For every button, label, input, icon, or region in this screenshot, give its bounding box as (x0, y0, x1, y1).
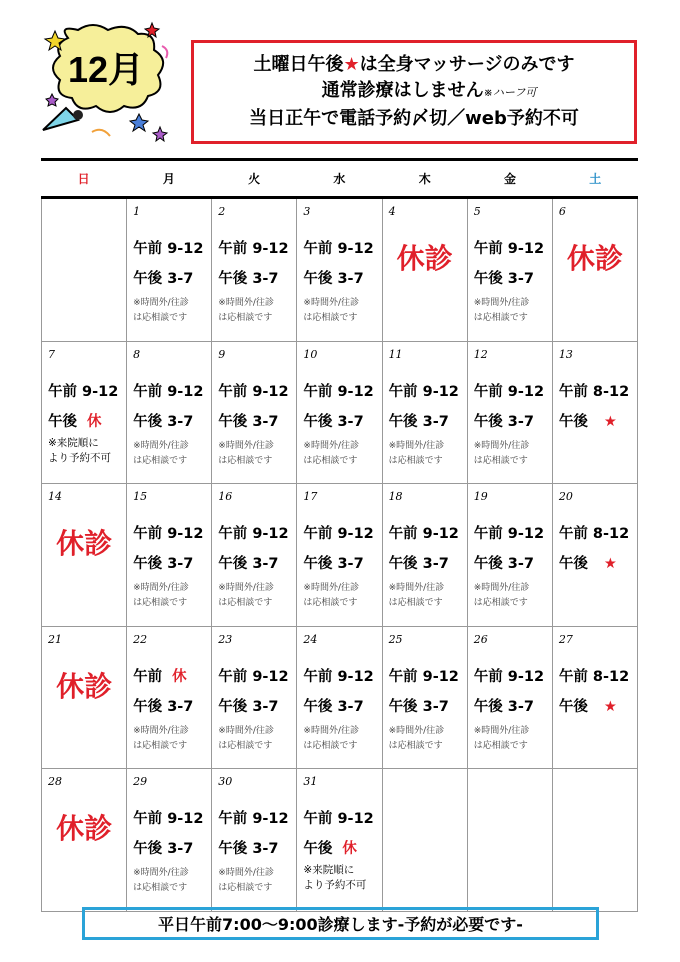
consult-note (218, 724, 274, 754)
day-number: 17 (303, 490, 318, 503)
consult-note-line: は応相談です (218, 313, 273, 323)
consult-note-line: は応相談です (218, 598, 273, 608)
weekday-header (41, 161, 638, 199)
day-number: 2 (218, 205, 226, 218)
calendar-day-cell (468, 342, 553, 484)
afternoon-hours-text: 午後 3-7 (133, 271, 194, 287)
calendar-week (42, 484, 638, 627)
calendar-day-cell (553, 484, 638, 626)
afternoon-hours (218, 410, 278, 431)
afternoon-hours (218, 552, 278, 573)
afternoon-hours (559, 410, 617, 431)
morning-hours-text: 午前 9-12 (48, 383, 119, 400)
afternoon-hours (218, 837, 278, 858)
afternoon-hours (303, 267, 363, 288)
calendar-day-cell (127, 342, 212, 484)
afternoon-hours-text: 午後 3-7 (473, 556, 534, 572)
morning-hours-text: 午前 (133, 668, 163, 685)
consult-note (133, 724, 189, 754)
weekday-sat: 土 (589, 172, 602, 186)
consult-note-line: ※時間外/往診 (133, 583, 189, 593)
day-number: 1 (133, 205, 141, 218)
day-number: 27 (558, 632, 573, 646)
day-number: 23 (218, 632, 233, 646)
calendar-day-cell (383, 769, 468, 911)
consult-note-line: ※時間外/往診 (303, 725, 359, 736)
day-number: 26 (473, 632, 488, 646)
consult-note (218, 581, 274, 611)
day-number: 31 (303, 775, 318, 788)
afternoon-hours (133, 695, 193, 716)
notice-line-1-post: は全身マッサージのみです (359, 54, 575, 75)
calendar-day-cell (553, 199, 638, 341)
morning-hours-text: 午前 9-12 (133, 383, 204, 400)
calendar-grid (41, 199, 638, 912)
consult-note-line: は応相談です (218, 740, 273, 751)
closed-label: 休診 (56, 812, 113, 845)
afternoon-hours-text: 午後 3-7 (133, 698, 194, 715)
consult-note-line: ※時間外/往診 (218, 725, 274, 736)
consult-note-line: ※時間外/往診 (133, 725, 189, 736)
morning-hours (559, 665, 629, 686)
calendar-day-cell (42, 342, 127, 484)
consult-note-line: は応相談です (303, 740, 358, 751)
afternoon-hours-text: 午後 3-7 (133, 841, 194, 857)
consult-note (474, 724, 530, 754)
consult-note-line: は応相談です (473, 313, 528, 323)
morning-hours-text: 午前 9-12 (218, 241, 289, 257)
morning-hours (133, 665, 187, 686)
consult-note-line: は応相談です (133, 883, 188, 893)
calendar-day-cell (297, 627, 382, 769)
calendar-day-cell (297, 199, 382, 341)
calendar-day-cell (42, 769, 127, 911)
walk-in-note (303, 863, 366, 893)
walk-in-note (48, 436, 111, 466)
consult-note (133, 296, 189, 326)
afternoon-hours (474, 695, 534, 716)
morning-hours (303, 237, 373, 258)
day-number: 9 (218, 347, 226, 361)
calendar-day-cell (212, 484, 297, 626)
day-number: 10 (303, 347, 318, 361)
consult-note (303, 581, 359, 611)
morning-hours-text: 午前 8-12 (558, 668, 630, 685)
afternoon-hours-text: 午後 3-7 (303, 271, 364, 287)
consult-note (218, 296, 274, 326)
consult-note-line: ※時間外/往診 (303, 440, 359, 451)
consult-note (389, 724, 445, 754)
afternoon-hours-text: 午後 3-7 (388, 556, 449, 572)
afternoon-hours (48, 410, 102, 431)
morning-hours-text: 午前 9-12 (218, 383, 289, 400)
consult-note (218, 866, 274, 896)
day-number: 21 (48, 632, 62, 646)
morning-hours-text: 午前 9-12 (133, 526, 204, 542)
day-number: 3 (303, 205, 311, 218)
weekday-fri: 金 (503, 172, 516, 186)
morning-hours (48, 380, 118, 401)
consult-note-line: ※時間外/往診 (303, 583, 359, 593)
consult-note-line: ※時間外/往診 (133, 868, 189, 878)
day-number: 11 (388, 347, 403, 361)
afternoon-hours-text: 午後 3-7 (303, 698, 364, 715)
morning-hours (303, 522, 373, 543)
consult-note (389, 439, 445, 469)
morning-hours-text: 午前 9-12 (303, 383, 374, 400)
walk-in-note-line: ※来院順に (303, 864, 355, 876)
afternoon-hours-text: 午後 (558, 556, 588, 572)
day-number: 16 (218, 490, 233, 503)
calendar-week (42, 627, 638, 770)
consult-note-line: は応相談です (303, 598, 358, 608)
calendar-day-cell (42, 484, 127, 626)
consult-note-line: ※時間外/往診 (133, 298, 189, 308)
calendar-day-cell (212, 627, 297, 769)
morning-hours (218, 237, 288, 258)
day-number: 28 (48, 775, 62, 788)
afternoon-hours (133, 410, 193, 431)
day-number: 12 (473, 347, 488, 361)
afternoon-hours (559, 695, 617, 716)
day-number: 8 (133, 347, 141, 361)
day-number: 5 (473, 205, 481, 218)
morning-hours-text: 午前 9-12 (133, 241, 204, 257)
morning-hours (474, 237, 544, 258)
morning-hours (133, 807, 203, 828)
weekday-wed: 水 (333, 172, 346, 186)
consult-note-line: ※時間外/往診 (473, 298, 530, 308)
calendar-week (42, 199, 638, 342)
morning-hours-text: 午前 9-12 (473, 241, 545, 257)
morning-hours (133, 380, 203, 401)
notice-line-1 (253, 52, 574, 78)
morning-hours-text: 午前 9-12 (303, 526, 374, 542)
morning-hours (218, 807, 288, 828)
consult-note (303, 439, 359, 469)
consult-note-line: は応相談です (218, 883, 273, 893)
afternoon-hours-text: 午後 (558, 413, 588, 430)
morning-hours (389, 380, 459, 401)
afternoon-hours-text: 午後 3-7 (218, 271, 279, 287)
walk-in-note-line: より予約不可 (48, 451, 111, 464)
notice-line-1-pre: 土曜日午後 (253, 54, 344, 75)
afternoon-hours-text: 午後 3-7 (303, 556, 364, 572)
calendar-day-cell (212, 199, 297, 341)
morning-hours (559, 522, 629, 543)
afternoon-hours (218, 267, 278, 288)
morning-hours-text: 午前 9-12 (218, 668, 289, 685)
calendar-day-cell (127, 199, 212, 341)
morning-hours-text: 午前 9-12 (218, 526, 289, 542)
consult-note-line: は応相談です (303, 313, 358, 323)
morning-hours-text: 午前 9-12 (133, 811, 204, 827)
morning-off-mark: 休 (172, 668, 187, 685)
day-number: 24 (303, 632, 318, 646)
morning-hours-text: 午前 9-12 (473, 668, 545, 685)
afternoon-hours-text: 午後 3-7 (473, 271, 534, 287)
star-icon: ★ (603, 556, 617, 572)
calendar-day-cell (127, 769, 212, 911)
morning-hours (389, 522, 459, 543)
consult-note-line: ※時間外/往診 (473, 583, 530, 593)
calendar-day-cell (127, 484, 212, 626)
morning-hours (303, 807, 373, 828)
consult-note-line: ※時間外/往診 (218, 583, 274, 593)
morning-hours-text: 午前 9-12 (473, 526, 545, 542)
afternoon-hours (559, 552, 617, 573)
calendar-day-cell (297, 769, 382, 911)
afternoon-hours (133, 837, 193, 858)
afternoon-hours (303, 410, 363, 431)
afternoon-hours (389, 552, 449, 573)
afternoon-hours-text: 午後 3-7 (133, 413, 194, 430)
weekday-tue: 火 (248, 172, 261, 186)
morning-hours-text: 午前 9-12 (388, 526, 459, 542)
afternoon-hours-text: 午後 3-7 (218, 556, 279, 572)
consult-note-line: は応相談です (133, 740, 188, 751)
day-number: 15 (133, 490, 148, 503)
consult-note (303, 724, 359, 754)
star-icon: ★ (603, 698, 617, 715)
closed-label: 休診 (56, 669, 113, 703)
afternoon-hours (133, 267, 193, 288)
notice-box (191, 40, 637, 144)
consult-note (303, 296, 359, 326)
morning-hours (218, 380, 288, 401)
afternoon-hours (133, 552, 193, 573)
calendar-day-cell (127, 627, 212, 769)
morning-hours (303, 665, 373, 686)
day-number: 6 (558, 205, 566, 218)
day-number: 29 (133, 775, 148, 788)
day-number: 19 (473, 490, 488, 503)
afternoon-hours-text: 午後 (48, 413, 77, 430)
day-number: 22 (133, 632, 148, 646)
consult-note (133, 581, 189, 611)
calendar-day-cell (468, 769, 553, 911)
afternoon-hours (218, 695, 278, 716)
consult-note-line: は応相談です (473, 598, 528, 608)
afternoon-hours-text: 午後 (303, 841, 333, 857)
calendar-day-cell (553, 627, 638, 769)
month-label: 12月 (67, 49, 145, 90)
afternoon-hours (303, 837, 357, 858)
consult-note-line: ※時間外/往診 (388, 583, 445, 593)
calendar-day-cell (383, 199, 468, 341)
consult-note-line: は応相談です (218, 455, 273, 466)
day-number: 14 (48, 490, 62, 503)
weekday-thu: 木 (418, 172, 431, 186)
weekday-sun: 日 (77, 172, 90, 186)
calendar (41, 158, 638, 912)
morning-hours-text: 午前 9-12 (388, 668, 459, 685)
day-number: 7 (48, 347, 55, 361)
consult-note-line: は応相談です (388, 598, 443, 608)
month-badge-graphic (38, 20, 178, 150)
afternoon-hours (389, 695, 449, 716)
morning-hours-text: 午前 9-12 (388, 383, 459, 400)
morning-hours-text: 午前 8-12 (558, 383, 630, 400)
morning-hours (474, 380, 544, 401)
afternoon-hours-text: 午後 3-7 (388, 413, 449, 430)
morning-hours (218, 665, 288, 686)
afternoon-hours-text: 午後 (558, 698, 588, 715)
consult-note (474, 581, 530, 611)
consult-note-line: ※時間外/往診 (303, 298, 359, 308)
consult-note-line: ※時間外/往診 (473, 725, 530, 736)
afternoon-hours-text: 午後 3-7 (218, 698, 279, 715)
calendar-week (42, 769, 638, 912)
calendar-day-cell (212, 342, 297, 484)
calendar-day-cell (297, 342, 382, 484)
morning-hours-text: 午前 9-12 (303, 811, 374, 827)
afternoon-off-mark: 休 (87, 413, 102, 430)
morning-hours-text: 午前 9-12 (303, 668, 374, 685)
calendar-day-cell (383, 342, 468, 484)
calendar-day-cell (297, 484, 382, 626)
afternoon-hours-text: 午後 3-7 (218, 413, 279, 430)
afternoon-hours (474, 410, 534, 431)
star-icon: ★ (603, 413, 617, 430)
morning-hours (559, 380, 629, 401)
notice-half-note: ※ハーフ可 (483, 86, 537, 99)
afternoon-hours (474, 267, 534, 288)
calendar-day-cell (42, 199, 127, 341)
consult-note-line: ※時間外/往診 (218, 298, 274, 308)
closed-label: 休診 (566, 242, 623, 275)
morning-hours (218, 522, 288, 543)
closed-label: 休診 (396, 242, 453, 275)
consult-note-line: ※時間外/往診 (133, 440, 189, 451)
morning-hours (389, 665, 459, 686)
day-number: 4 (388, 205, 396, 218)
consult-note-line: ※時間外/往診 (218, 868, 274, 878)
day-number: 30 (218, 775, 233, 788)
consult-note-line: は応相談です (303, 455, 358, 466)
consult-note-line: は応相談です (133, 455, 188, 466)
morning-hours (474, 522, 544, 543)
calendar-day-cell (42, 627, 127, 769)
closed-label: 休診 (56, 527, 113, 560)
morning-hours (133, 237, 203, 258)
walk-in-note-line: より予約不可 (303, 879, 367, 891)
notice-line-2-text: 通常診療はしません (321, 80, 484, 101)
afternoon-off-mark: 休 (342, 841, 357, 857)
consult-note (218, 439, 274, 469)
calendar-day-cell (468, 199, 553, 341)
morning-hours (474, 665, 544, 686)
consult-note-line: ※時間外/往診 (218, 440, 274, 451)
afternoon-hours-text: 午後 3-7 (218, 841, 279, 857)
weekday-mon: 月 (162, 172, 175, 186)
morning-hours-text: 午前 9-12 (473, 383, 545, 400)
afternoon-hours-text: 午後 3-7 (133, 556, 194, 572)
consult-note-line: ※時間外/往診 (388, 440, 445, 451)
day-number: 20 (558, 490, 573, 503)
consult-note (474, 296, 530, 326)
notice-line-2 (292, 78, 537, 106)
consult-note-line: は応相談です (473, 740, 528, 751)
consult-note-line: ※時間外/往診 (388, 725, 445, 736)
afternoon-hours-text: 午後 3-7 (303, 413, 364, 430)
star-icon: ★ (343, 54, 360, 75)
afternoon-hours (303, 552, 363, 573)
walk-in-note-line: ※来院順に (48, 436, 99, 449)
afternoon-hours-text: 午後 3-7 (473, 698, 534, 715)
day-number: 25 (388, 632, 403, 646)
morning-hours (133, 522, 203, 543)
footer-notice: 平日午前7:00～9:00診療します-予約が必要です- (82, 907, 599, 940)
calendar-day-cell (212, 769, 297, 911)
calendar-week (42, 342, 638, 485)
calendar-day-cell (383, 627, 468, 769)
consult-note-line: は応相談です (388, 455, 443, 466)
afternoon-hours (474, 552, 534, 573)
calendar-day-cell (383, 484, 468, 626)
calendar-day-cell (553, 342, 638, 484)
morning-hours (303, 380, 373, 401)
consult-note-line: ※時間外/往診 (473, 440, 530, 451)
afternoon-hours-text: 午後 3-7 (473, 413, 534, 430)
day-number: 18 (388, 490, 403, 503)
day-number: 13 (558, 347, 573, 361)
consult-note-line: は応相談です (133, 598, 188, 608)
consult-note (133, 866, 189, 896)
consult-note-line: は応相談です (133, 313, 188, 323)
consult-note-line: は応相談です (388, 740, 443, 751)
afternoon-hours (389, 410, 449, 431)
morning-hours-text: 午前 9-12 (218, 811, 289, 827)
consult-note (474, 439, 530, 469)
calendar-day-cell (468, 484, 553, 626)
notice-line-3: 当日正午で電話予約〆切／web予約不可 (249, 108, 579, 129)
consult-note (133, 439, 189, 469)
calendar-day-cell (553, 769, 638, 911)
consult-note-line: は応相談です (473, 455, 528, 466)
morning-hours-text: 午前 8-12 (558, 526, 630, 542)
consult-note (389, 581, 445, 611)
morning-hours-text: 午前 9-12 (303, 241, 374, 257)
month-badge (38, 20, 178, 150)
afternoon-hours (303, 695, 363, 716)
calendar-day-cell (468, 627, 553, 769)
afternoon-hours-text: 午後 3-7 (388, 698, 449, 715)
